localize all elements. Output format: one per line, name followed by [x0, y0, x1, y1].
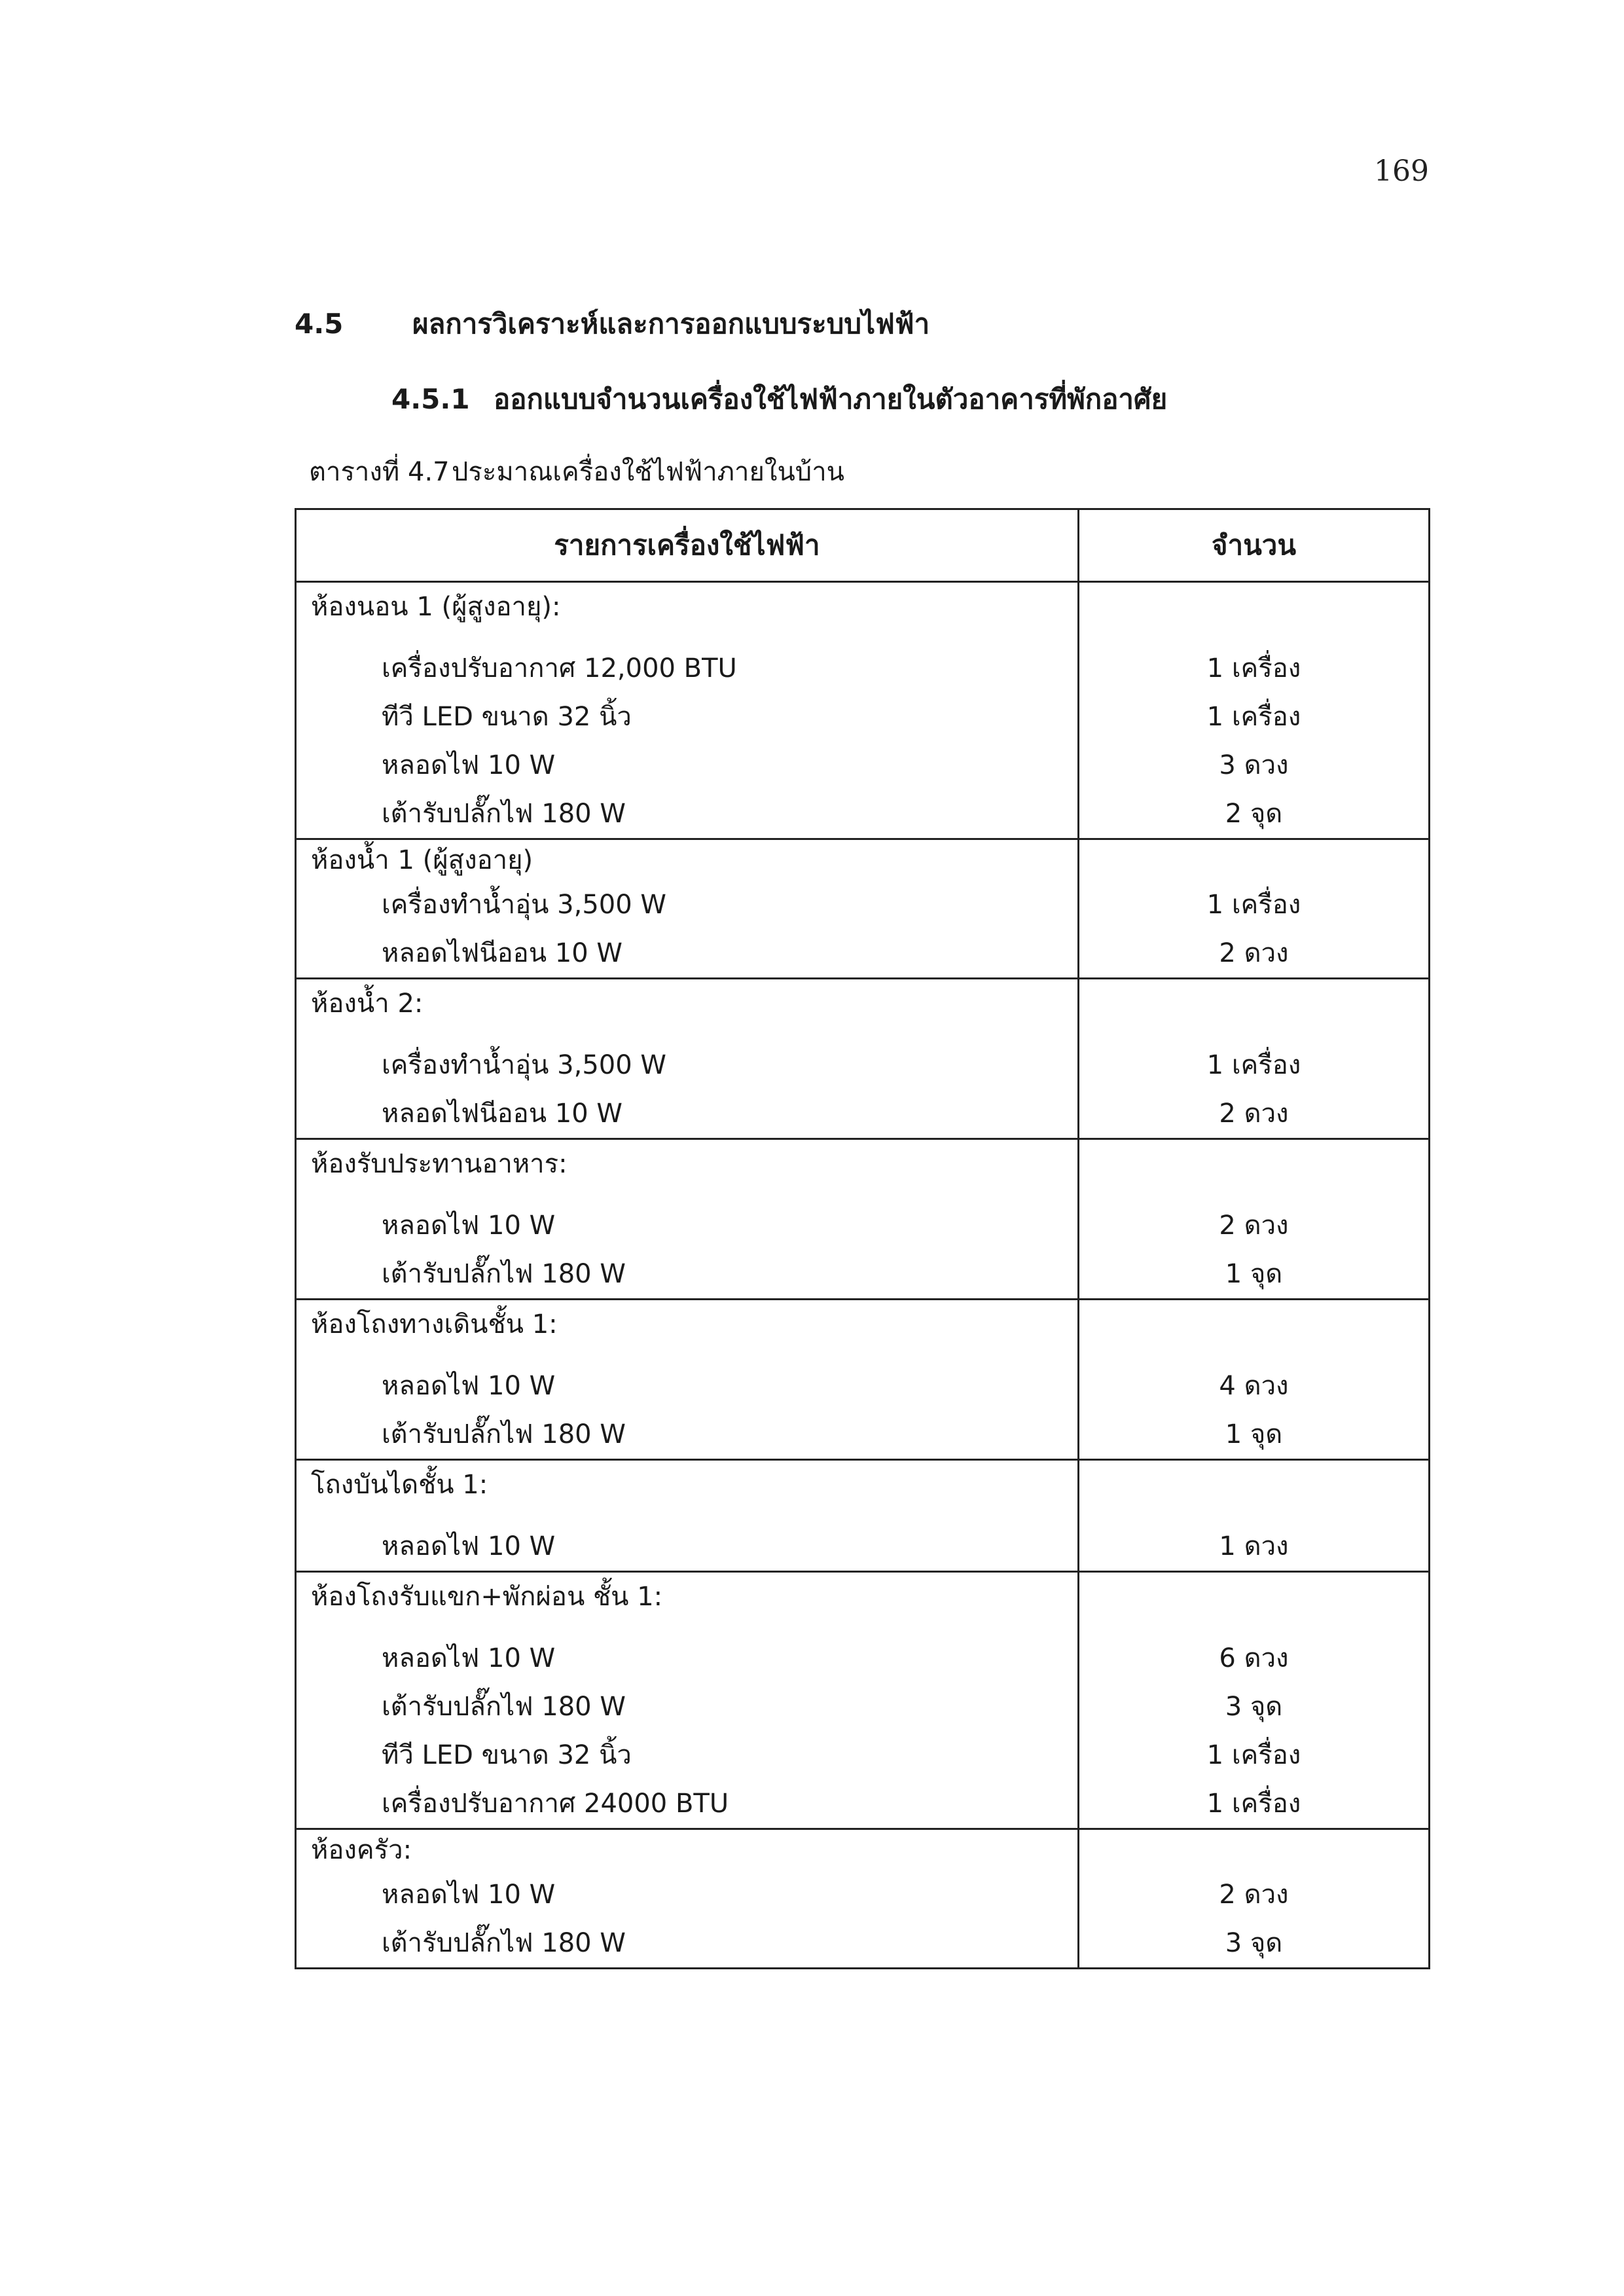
- item-name: เครื่องปรับอากาศ 24000 BTU: [382, 1789, 729, 1819]
- room-cell: [296, 1829, 1079, 1871]
- table-row: [296, 1250, 1430, 1300]
- table-caption-text: ประมาณเครื่องใช้ไฟฟ้าภายในบ้าน: [452, 457, 844, 487]
- room-cell: [296, 1460, 1079, 1523]
- qty-cell: [1079, 1250, 1430, 1300]
- room-name: ห้องน้ำ 2:: [311, 989, 424, 1019]
- qty-cell: [1079, 790, 1430, 839]
- item-cell: [296, 1731, 1079, 1779]
- table-row: [296, 644, 1430, 693]
- item-quantity: 1 เครื่อง: [1206, 1789, 1301, 1819]
- qty-cell: [1079, 1522, 1430, 1572]
- room-cell: [296, 1572, 1079, 1635]
- table-row: [296, 1683, 1430, 1731]
- qty-cell: [1079, 1870, 1430, 1919]
- table-row: [296, 1522, 1430, 1572]
- room-qty-cell: [1079, 1572, 1430, 1635]
- room-row: [296, 582, 1430, 645]
- row-spacer: [297, 1028, 1077, 1041]
- item-quantity: 4 ดวง: [1219, 1371, 1289, 1401]
- room-qty-cell: [1079, 979, 1430, 1042]
- table-row: [296, 1362, 1430, 1410]
- item-name: หลอดไฟ 10 W: [382, 1880, 556, 1910]
- table-row: [296, 1634, 1430, 1683]
- item-cell: [296, 1089, 1079, 1139]
- item-cell: [296, 929, 1079, 979]
- item-quantity: 1 เครื่อง: [1206, 890, 1301, 920]
- item-name: เครื่องปรับอากาศ 12,000 BTU: [382, 653, 737, 683]
- subsection-title: ออกแบบจำนวนเครื่องใช้ไฟฟ้าภายในตัวอาคารที่พักอาศัย: [494, 383, 1168, 415]
- room-qty-cell: [1079, 582, 1430, 645]
- table-row: [296, 741, 1430, 790]
- item-name: เต้ารับปลั๊กไฟ 180 W: [382, 799, 626, 829]
- room-row: [296, 1139, 1430, 1202]
- item-name: หลอดไฟ 10 W: [382, 1643, 556, 1673]
- room-name: ห้องโถงทางเดินชั้น 1:: [311, 1309, 558, 1339]
- row-spacer: [297, 1509, 1077, 1522]
- item-name: หลอดไฟ 10 W: [382, 1531, 556, 1561]
- qty-cell: [1079, 1201, 1430, 1250]
- item-name: หลอดไฟ 10 W: [382, 1211, 556, 1241]
- item-quantity: 1 เครื่อง: [1206, 702, 1301, 732]
- row-spacer: [297, 631, 1077, 644]
- table-row: [296, 1731, 1430, 1779]
- page-number: 169: [1374, 155, 1429, 188]
- item-quantity: 1 เครื่อง: [1206, 1740, 1301, 1770]
- table-row: [296, 1410, 1430, 1460]
- item-quantity: 3 จุด: [1225, 1928, 1283, 1958]
- appliance-table: [295, 508, 1430, 1969]
- table-row: [296, 1089, 1430, 1139]
- qty-cell: [1079, 1919, 1430, 1969]
- item-name: หลอดไฟนีออน 10 W: [382, 938, 623, 968]
- item-cell: [296, 1683, 1079, 1731]
- room-qty-cell: [1079, 839, 1430, 881]
- item-name: ทีวี LED ขนาด 32 นิ้ว: [382, 1740, 632, 1770]
- subsection-heading: [391, 378, 1167, 421]
- item-cell: [296, 1250, 1079, 1300]
- header-appliance-list: รายการเครื่องใช้ไฟฟ้า: [296, 509, 1079, 582]
- item-cell: [296, 1041, 1079, 1089]
- room-qty-cell: [1079, 1139, 1430, 1202]
- header-quantity: จำนวน: [1079, 509, 1430, 582]
- room-cell: [296, 1300, 1079, 1362]
- item-cell: [296, 790, 1079, 839]
- item-cell: [296, 1779, 1079, 1829]
- item-cell: [296, 644, 1079, 693]
- table-header-row: [296, 509, 1430, 582]
- item-cell: [296, 1919, 1079, 1969]
- table-row: [296, 1870, 1430, 1919]
- item-cell: [296, 1870, 1079, 1919]
- qty-cell: [1079, 644, 1430, 693]
- item-name: หลอดไฟนีออน 10 W: [382, 1099, 623, 1129]
- room-qty-cell: [1079, 1300, 1430, 1362]
- table-row: [296, 881, 1430, 929]
- item-cell: [296, 1410, 1079, 1460]
- room-cell: [296, 582, 1079, 645]
- item-quantity: 2 ดวง: [1219, 1880, 1289, 1910]
- table-row: [296, 1919, 1430, 1969]
- item-quantity: 1 ดวง: [1219, 1531, 1289, 1561]
- qty-cell: [1079, 929, 1430, 979]
- table-row: [296, 1041, 1430, 1089]
- row-spacer: [297, 1621, 1077, 1634]
- qty-cell: [1079, 1634, 1430, 1683]
- room-row: [296, 1300, 1430, 1362]
- item-quantity: 2 ดวง: [1219, 938, 1289, 968]
- table-caption: [309, 450, 844, 492]
- item-name: เต้ารับปลั๊กไฟ 180 W: [382, 1928, 626, 1958]
- room-cell: [296, 979, 1079, 1042]
- item-quantity: 2 จุด: [1225, 799, 1283, 829]
- room-name: ห้องครัว:: [311, 1835, 412, 1865]
- room-row: [296, 839, 1430, 881]
- room-cell: [296, 839, 1079, 881]
- row-spacer: [297, 1349, 1077, 1362]
- room-name: ห้องรับประทานอาหาร:: [311, 1149, 568, 1179]
- section-title: ผลการวิเคราะห์และการออกแบบระบบไฟฟ้า: [412, 308, 930, 340]
- room-row: [296, 1572, 1430, 1635]
- item-quantity: 1 เครื่อง: [1206, 1050, 1301, 1080]
- qty-cell: [1079, 1731, 1430, 1779]
- table-row: [296, 693, 1430, 741]
- item-name: หลอดไฟ 10 W: [382, 750, 556, 780]
- item-name: เต้ารับปลั๊กไฟ 180 W: [382, 1692, 626, 1722]
- qty-cell: [1079, 693, 1430, 741]
- qty-cell: [1079, 741, 1430, 790]
- item-quantity: 3 ดวง: [1219, 750, 1289, 780]
- item-name: ทีวี LED ขนาด 32 นิ้ว: [382, 702, 632, 732]
- item-name: เต้ารับปลั๊กไฟ 180 W: [382, 1419, 626, 1449]
- table-caption-label: ตารางที่ 4.7: [309, 457, 450, 487]
- room-name: ห้องน้ำ 1 (ผู้สูงอายุ): [311, 845, 533, 875]
- item-quantity: 1 จุด: [1225, 1259, 1283, 1289]
- item-name: เต้ารับปลั๊กไฟ 180 W: [382, 1259, 626, 1289]
- room-row: [296, 979, 1430, 1042]
- qty-cell: [1079, 1779, 1430, 1829]
- qty-cell: [1079, 1683, 1430, 1731]
- item-quantity: 3 จุด: [1225, 1692, 1283, 1722]
- table-body: [296, 582, 1430, 1969]
- item-quantity: 1 เครื่อง: [1206, 653, 1301, 683]
- item-cell: [296, 1522, 1079, 1572]
- item-name: หลอดไฟ 10 W: [382, 1371, 556, 1401]
- item-cell: [296, 1634, 1079, 1683]
- item-cell: [296, 1362, 1079, 1410]
- qty-cell: [1079, 1362, 1430, 1410]
- row-spacer: [297, 1188, 1077, 1201]
- item-name: เครื่องทำน้ำอุ่น 3,500 W: [382, 1050, 666, 1080]
- room-qty-cell: [1079, 1460, 1430, 1523]
- item-cell: [296, 881, 1079, 929]
- room-name: ห้องนอน 1 (ผู้สูงอายุ):: [311, 592, 561, 622]
- section-heading: [295, 302, 929, 346]
- subsection-number: 4.5.1: [391, 383, 470, 415]
- section-number: 4.5: [295, 308, 344, 340]
- qty-cell: [1079, 1089, 1430, 1139]
- room-row: [296, 1460, 1430, 1523]
- item-name: เครื่องทำน้ำอุ่น 3,500 W: [382, 890, 666, 920]
- item-cell: [296, 1201, 1079, 1250]
- qty-cell: [1079, 881, 1430, 929]
- room-name: โถงบันไดชั้น 1:: [311, 1470, 488, 1500]
- item-quantity: 2 ดวง: [1219, 1211, 1289, 1241]
- room-qty-cell: [1079, 1829, 1430, 1871]
- table-row: [296, 929, 1430, 979]
- item-cell: [296, 741, 1079, 790]
- qty-cell: [1079, 1041, 1430, 1089]
- item-cell: [296, 693, 1079, 741]
- item-quantity: 6 ดวง: [1219, 1643, 1289, 1673]
- table-row: [296, 1779, 1430, 1829]
- qty-cell: [1079, 1410, 1430, 1460]
- room-name: ห้องโถงรับแขก+พักผ่อน ชั้น 1:: [311, 1582, 663, 1612]
- table-row: [296, 1201, 1430, 1250]
- room-cell: [296, 1139, 1079, 1202]
- item-quantity: 2 ดวง: [1219, 1099, 1289, 1129]
- table-row: [296, 790, 1430, 839]
- room-row: [296, 1829, 1430, 1871]
- item-quantity: 1 จุด: [1225, 1419, 1283, 1449]
